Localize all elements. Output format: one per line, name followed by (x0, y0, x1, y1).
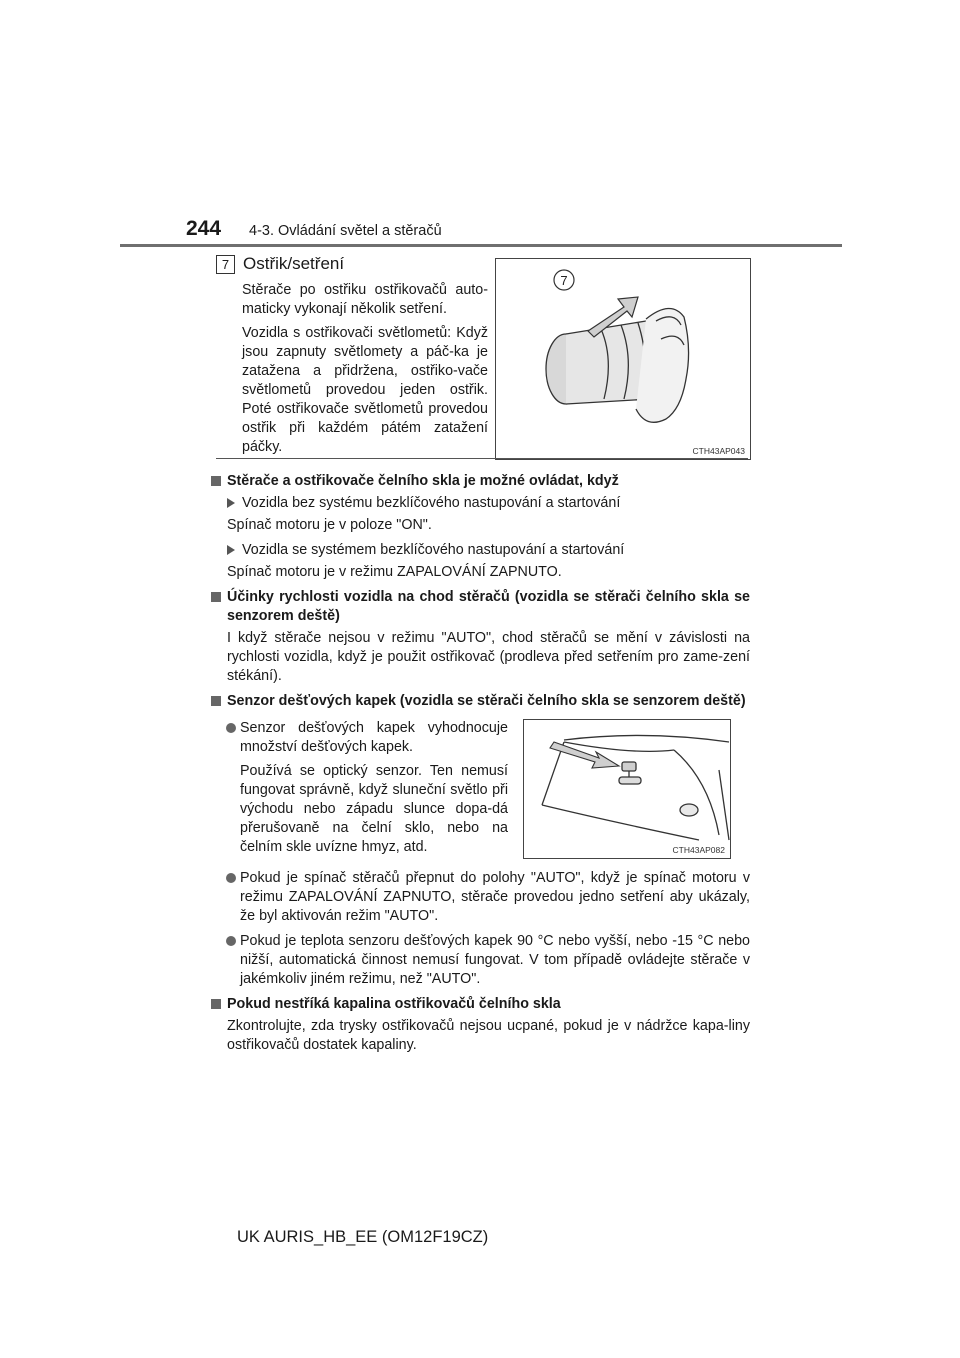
bullet-paragraph: Používá se optický senzor. Ten nemusí fungovat správně, když sluneční světlo při východu nebo západu slunce dopa-dá přerušovaně na čelní sklo, nebo na čelním skle uvízne hmyz, atd. (240, 763, 508, 855)
bullet-item (210, 719, 508, 857)
a-pillar (674, 750, 719, 835)
section-rule (216, 458, 748, 459)
section-heading (210, 692, 750, 711)
figure-code: CTH43AP082 (672, 845, 725, 855)
triangle-bullet-icon (227, 545, 235, 555)
bullet-item (210, 869, 750, 926)
subitem (210, 494, 750, 513)
rear-view-mirror (619, 777, 641, 784)
heading-text: Účinky rychlosti vozidla na chod stěračů (vozidla se stěrači čelního skla se senzorem deště) (227, 589, 750, 624)
windshield-drawing (524, 720, 731, 859)
circle-bullet-icon (226, 936, 236, 946)
windshield-top (564, 742, 674, 751)
section-heading (210, 995, 750, 1014)
lever-illustration (495, 258, 751, 460)
rain-sensor-box (622, 762, 636, 771)
item-description (242, 281, 488, 462)
side-mirror (680, 804, 698, 816)
indented-text: I když stěrače nejsou v režimu "AUTO", chod stěračů se mění v závislosti na rychlosti vozidla, když je použit ostřikovač (prodleva před setřením pro zame-zení stékání). (227, 630, 750, 684)
heading-text: Stěrače a ostřikovače čelního skla je možné ovládat, když (227, 473, 619, 489)
item-paragraph: Stěrače po ostřiku ostřikovačů auto-maticky vykonají několik setření. (242, 282, 488, 317)
item-marker: 7 (216, 255, 235, 274)
item-paragraph: Vozidla s ostřikovači světlometů: Když jsou zapnuty světlomety a páč-ka je zatažena a přidržena, ostřiko-vače světlometů provedou jeden ostřik. Poté ostřikovače světlometů provedou ostřik při každém pátém zatažení páčky. (242, 325, 488, 455)
figure-marker-number: 7 (560, 273, 568, 288)
indented-text: Spínač motoru je v poloze "ON". (227, 517, 432, 533)
roof-line (564, 735, 729, 742)
circle-bullet-icon (226, 723, 236, 733)
lever-drawing (496, 259, 751, 460)
heading-text: Senzor dešťových kapek (vozidla se stěrači čelního skla se senzorem deště) (227, 693, 746, 709)
circle-bullet-icon (226, 873, 236, 883)
subitem-text: Vozidla se systémem bezklíčového nastupování a startování (242, 542, 625, 558)
rain-sensor-illustration (523, 719, 731, 859)
bullet-paragraph: Senzor dešťových kapek vyhodnocuje množství dešťových kapek. (240, 720, 508, 755)
indented-text: Zkontrolujte, zda trysky ostřikovačů nejsou ucpané, pokud je v nádržce kapa-liny ostřikovačů dostatek kapaliny. (227, 1018, 750, 1053)
bonnet-line (542, 805, 699, 840)
heading-text: Pokud nestříká kapalina ostřikovačů čelního skla (227, 996, 561, 1012)
header-rule (120, 244, 842, 247)
section-title: 4-3. Ovládání světel a stěračů (249, 223, 442, 239)
square-bullet-icon (211, 999, 221, 1009)
bullet-item (210, 932, 750, 989)
subitem (210, 541, 750, 560)
triangle-bullet-icon (227, 498, 235, 508)
section-heading (210, 588, 750, 626)
bullet-text: Pokud je spínač stěračů přepnut do polohy "AUTO", když je spínač motoru v režimu ZAPALOVÁNÍ ZAPNUTO, stěrače provedou jedno setření aby ukázaly, že byl aktivován režim "AUTO". (240, 870, 750, 924)
item-heading: Ostřik/setření (243, 254, 345, 273)
page-number: 244 (186, 217, 222, 240)
figure-code: CTH43AP043 (692, 446, 745, 456)
indented-text: Spínač motoru je v režimu ZAPALOVÁNÍ ZAPNUTO. (227, 564, 562, 580)
subitem-text: Vozidla bez systému bezklíčového nastupování a startování (242, 495, 621, 511)
footer-model: UK AURIS_HB_EE (OM12F19CZ) (237, 1228, 489, 1246)
square-bullet-icon (211, 696, 221, 706)
section-heading (210, 472, 750, 491)
door-line (719, 770, 729, 840)
bullet-text: Pokud je teplota senzoru dešťových kapek 90 °C nebo vyšší, nebo -15 °C nebo nižší, automatická činnost nemusí fungovat. V tom případě ovládejte stěrače v jakémkoliv jiném režimu, než "AUTO". (240, 933, 750, 987)
square-bullet-icon (211, 592, 221, 602)
square-bullet-icon (211, 476, 221, 486)
